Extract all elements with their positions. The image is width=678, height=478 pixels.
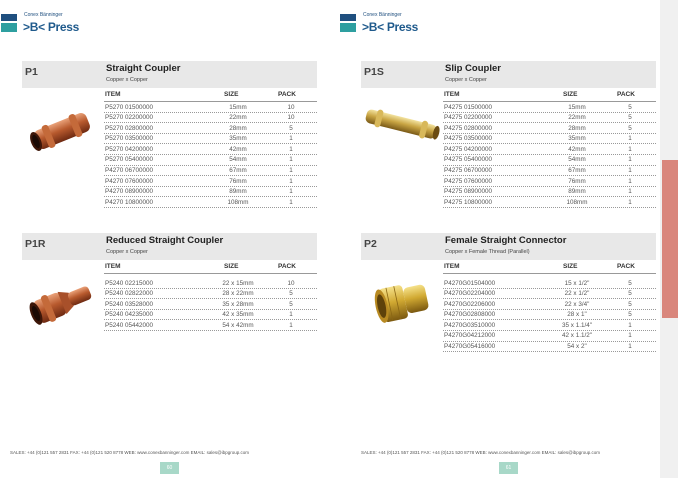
col-size: SIZE (224, 91, 239, 98)
cell-size: 22 x 3/4" (564, 300, 590, 308)
table-row (104, 123, 317, 134)
cell-size: 108mm (227, 198, 249, 206)
cell-item: P5270 01500000 (105, 103, 153, 111)
cell-size: 15mm (568, 103, 586, 111)
section-code: P1R (25, 238, 46, 250)
cell-size: 76mm (229, 177, 247, 185)
table-row (443, 278, 656, 289)
reduced-coupler-image (22, 271, 102, 331)
cell-pack: 1 (289, 167, 293, 175)
table-header (443, 90, 656, 102)
cell-pack: 5 (628, 279, 632, 287)
cell-item: P4270G03510000 (444, 321, 496, 329)
cell-item: P4270 08900000 (105, 188, 153, 196)
col-pack: PACK (278, 91, 296, 98)
cell-size: 67mm (568, 167, 586, 175)
straight-coupler-image (22, 99, 102, 159)
cell-item: P4270G02808000 (444, 311, 496, 319)
cell-item: P4275 07600000 (444, 177, 492, 185)
cell-item: P4275 02200000 (444, 114, 492, 122)
cell-size: 89mm (229, 188, 247, 196)
table-row (104, 299, 317, 310)
cell-size: 35mm (229, 135, 247, 143)
page-number: 61 (499, 462, 518, 474)
table-row (104, 176, 317, 187)
cell-pack: 1 (289, 188, 293, 196)
section-title: Straight Coupler (106, 63, 181, 74)
section-p1r (22, 233, 317, 329)
section-subtitle: Copper x Copper (445, 77, 487, 83)
footer-contact: SALES: +44 (0)121 557 2831 FAX: +44 (0)121 520 8778 WEB: www.conexbanninger.com EMAIL: sales@ibpgroup.com (361, 450, 600, 455)
cell-item: P4270G01504000 (444, 279, 496, 287)
cell-pack: 1 (628, 343, 632, 351)
cell-pack: 1 (628, 198, 632, 206)
cell-pack: 1 (628, 156, 632, 164)
cell-pack: 1 (289, 156, 293, 164)
table-row (443, 113, 656, 124)
female-connector-image (361, 271, 441, 331)
section-code: P1 (25, 66, 38, 78)
cell-item: P4275 08900000 (444, 188, 492, 196)
cell-size: 35 x 1.1/4" (562, 321, 592, 329)
table-row (104, 278, 317, 289)
cell-size: 35 x 28mm (222, 300, 254, 308)
cell-pack: 1 (628, 145, 632, 153)
cell-item: P4275 04200000 (444, 145, 492, 153)
table-row (443, 342, 656, 353)
col-item: ITEM (444, 91, 460, 98)
table-header (443, 262, 656, 274)
cell-size: 54mm (568, 156, 586, 164)
table-row (443, 320, 656, 331)
col-pack: PACK (617, 91, 635, 98)
cell-pack: 1 (289, 198, 293, 206)
col-item: ITEM (105, 91, 121, 98)
logo-company: Conex Bänninger (363, 12, 402, 18)
col-item: ITEM (444, 263, 460, 270)
cell-item: P4275 02800000 (444, 124, 492, 132)
cell-item: P5240 05442000 (105, 321, 153, 329)
table-row (443, 289, 656, 300)
logo-block-bottom (1, 23, 17, 32)
product-table (443, 90, 656, 208)
col-size: SIZE (224, 263, 239, 270)
table-row (443, 197, 656, 208)
cell-size: 15 x 1/2" (564, 279, 590, 287)
cell-pack: 1 (628, 167, 632, 175)
col-pack: PACK (278, 263, 296, 270)
cell-item: P4270 10800000 (105, 198, 153, 206)
table-row (443, 310, 656, 321)
table-row (443, 331, 656, 342)
cell-item: P4270 06700000 (105, 167, 153, 175)
footer-contact: SALES: +44 (0)121 557 2831 FAX: +44 (0)121 520 8778 WEB: www.conexbanninger.com EMAIL: sales@ibpgroup.com (10, 450, 249, 455)
section-title: Slip Coupler (445, 63, 501, 74)
table-row (443, 123, 656, 134)
left-page (0, 0, 331, 478)
cell-item: P4270G02204000 (444, 290, 496, 298)
logo-company: Conex Bänninger (24, 12, 63, 18)
cell-size: 28 x 22mm (222, 290, 254, 298)
logo-product: >B< Press (362, 20, 419, 34)
table-row (104, 320, 317, 331)
cell-item: P4275 03500000 (444, 135, 492, 143)
cell-pack: 5 (289, 124, 293, 132)
cell-pack: 10 (287, 279, 295, 287)
section-side-tab[interactable] (662, 160, 678, 318)
cell-item: P4275 01500000 (444, 103, 492, 111)
section-code: P2 (364, 238, 377, 250)
cell-size: 108mm (566, 198, 588, 206)
table-row (443, 134, 656, 145)
cell-size: 89mm (568, 188, 586, 196)
cell-item: P5270 05400000 (105, 156, 153, 164)
col-size: SIZE (563, 91, 578, 98)
logo-block-top (1, 14, 17, 21)
cell-pack: 5 (289, 290, 293, 298)
cell-pack: 10 (287, 114, 295, 122)
cell-pack: 5 (628, 124, 632, 132)
cell-size: 22mm (229, 114, 247, 122)
right-page (339, 0, 670, 478)
table-row (443, 155, 656, 166)
cell-item: P5270 04200000 (105, 145, 153, 153)
cell-item: P4270G02206000 (444, 300, 496, 308)
cell-item: P4275 10800000 (444, 198, 492, 206)
table-row (104, 144, 317, 155)
section-p1s (361, 61, 656, 206)
cell-pack: 1 (289, 177, 293, 185)
cell-pack: 1 (628, 135, 632, 143)
table-row (104, 197, 317, 208)
cell-item: P5240 03528000 (105, 300, 153, 308)
cell-pack: 1 (289, 135, 293, 143)
cell-size: 67mm (229, 167, 247, 175)
cell-size: 54 x 2" (567, 343, 587, 351)
cell-pack: 1 (628, 332, 632, 340)
brand-logo (340, 12, 460, 38)
cell-item: P5270 02200000 (105, 114, 153, 122)
cell-item: P4270G05416000 (444, 343, 496, 351)
col-pack: PACK (617, 263, 635, 270)
slip-coupler-image (361, 95, 441, 155)
section-header (361, 61, 656, 88)
table-row (104, 134, 317, 145)
logo-block-top (340, 14, 356, 21)
cell-size: 42 x 1.1/2" (562, 332, 592, 340)
cell-item: P5270 03500000 (105, 135, 153, 143)
table-row (443, 166, 656, 177)
cell-size: 42mm (568, 145, 586, 153)
cell-size: 42 x 35mm (222, 311, 254, 319)
cell-size: 54 x 42mm (222, 321, 254, 329)
product-table (443, 262, 656, 352)
cell-size: 22 x 1/2" (564, 290, 590, 298)
table-row (104, 102, 317, 113)
table-row (104, 289, 317, 300)
cell-pack: 1 (628, 188, 632, 196)
table-header (104, 262, 317, 274)
cell-pack: 1 (628, 321, 632, 329)
table-row (104, 187, 317, 198)
cell-pack: 5 (628, 311, 632, 319)
cell-pack: 1 (628, 177, 632, 185)
cell-pack: 10 (287, 103, 295, 111)
section-subtitle: Copper x Female Thread (Parallel) (445, 249, 530, 255)
cell-item: P4270G04212000 (444, 332, 496, 340)
cell-item: P5240 04235000 (105, 311, 153, 319)
cell-pack: 5 (628, 300, 632, 308)
cell-size: 35mm (568, 135, 586, 143)
cell-item: P4270 07600000 (105, 177, 153, 185)
table-row (443, 144, 656, 155)
cell-pack: 5 (628, 103, 632, 111)
cell-pack: 1 (289, 311, 293, 319)
logo-product: >B< Press (23, 20, 80, 34)
cell-size: 54mm (229, 156, 247, 164)
section-code: P1S (364, 66, 384, 78)
cell-pack: 5 (289, 300, 293, 308)
section-subtitle: Copper x Copper (106, 77, 148, 83)
cell-size: 15mm (229, 103, 247, 111)
cell-size: 28mm (229, 124, 247, 132)
col-size: SIZE (563, 263, 578, 270)
section-title: Female Straight Connector (445, 235, 567, 246)
section-p2 (361, 233, 656, 351)
product-table (104, 262, 317, 331)
cell-pack: 1 (289, 321, 293, 329)
section-title: Reduced Straight Coupler (106, 235, 224, 246)
cell-item: P4275 06700000 (444, 167, 492, 175)
cell-size: 42mm (229, 145, 247, 153)
cell-size: 28mm (568, 124, 586, 132)
cell-size: 28 x 1" (567, 311, 587, 319)
col-item: ITEM (105, 263, 121, 270)
section-header (22, 61, 317, 88)
cell-item: P5240 02215000 (105, 279, 153, 287)
cell-size: 22mm (568, 114, 586, 122)
table-row (104, 166, 317, 177)
table-row (443, 299, 656, 310)
cell-size: 76mm (568, 177, 586, 185)
table-row (443, 187, 656, 198)
section-subtitle: Copper x Copper (106, 249, 148, 255)
table-row (104, 310, 317, 321)
cell-pack: 5 (628, 114, 632, 122)
cell-pack: 1 (289, 145, 293, 153)
cell-size: 22 x 15mm (222, 279, 254, 287)
logo-block-bottom (340, 23, 356, 32)
cell-item: P5240 02822000 (105, 290, 153, 298)
section-p1 (22, 61, 317, 206)
cell-pack: 5 (628, 290, 632, 298)
cell-item: P5270 02800000 (105, 124, 153, 132)
section-header (361, 233, 656, 260)
table-row (104, 113, 317, 124)
section-header (22, 233, 317, 260)
brand-logo (1, 12, 121, 38)
table-header (104, 90, 317, 102)
table-row (443, 102, 656, 113)
page-number: 60 (160, 462, 179, 474)
cell-item: P4275 05400000 (444, 156, 492, 164)
product-table (104, 90, 317, 208)
table-row (443, 176, 656, 187)
table-row (104, 155, 317, 166)
